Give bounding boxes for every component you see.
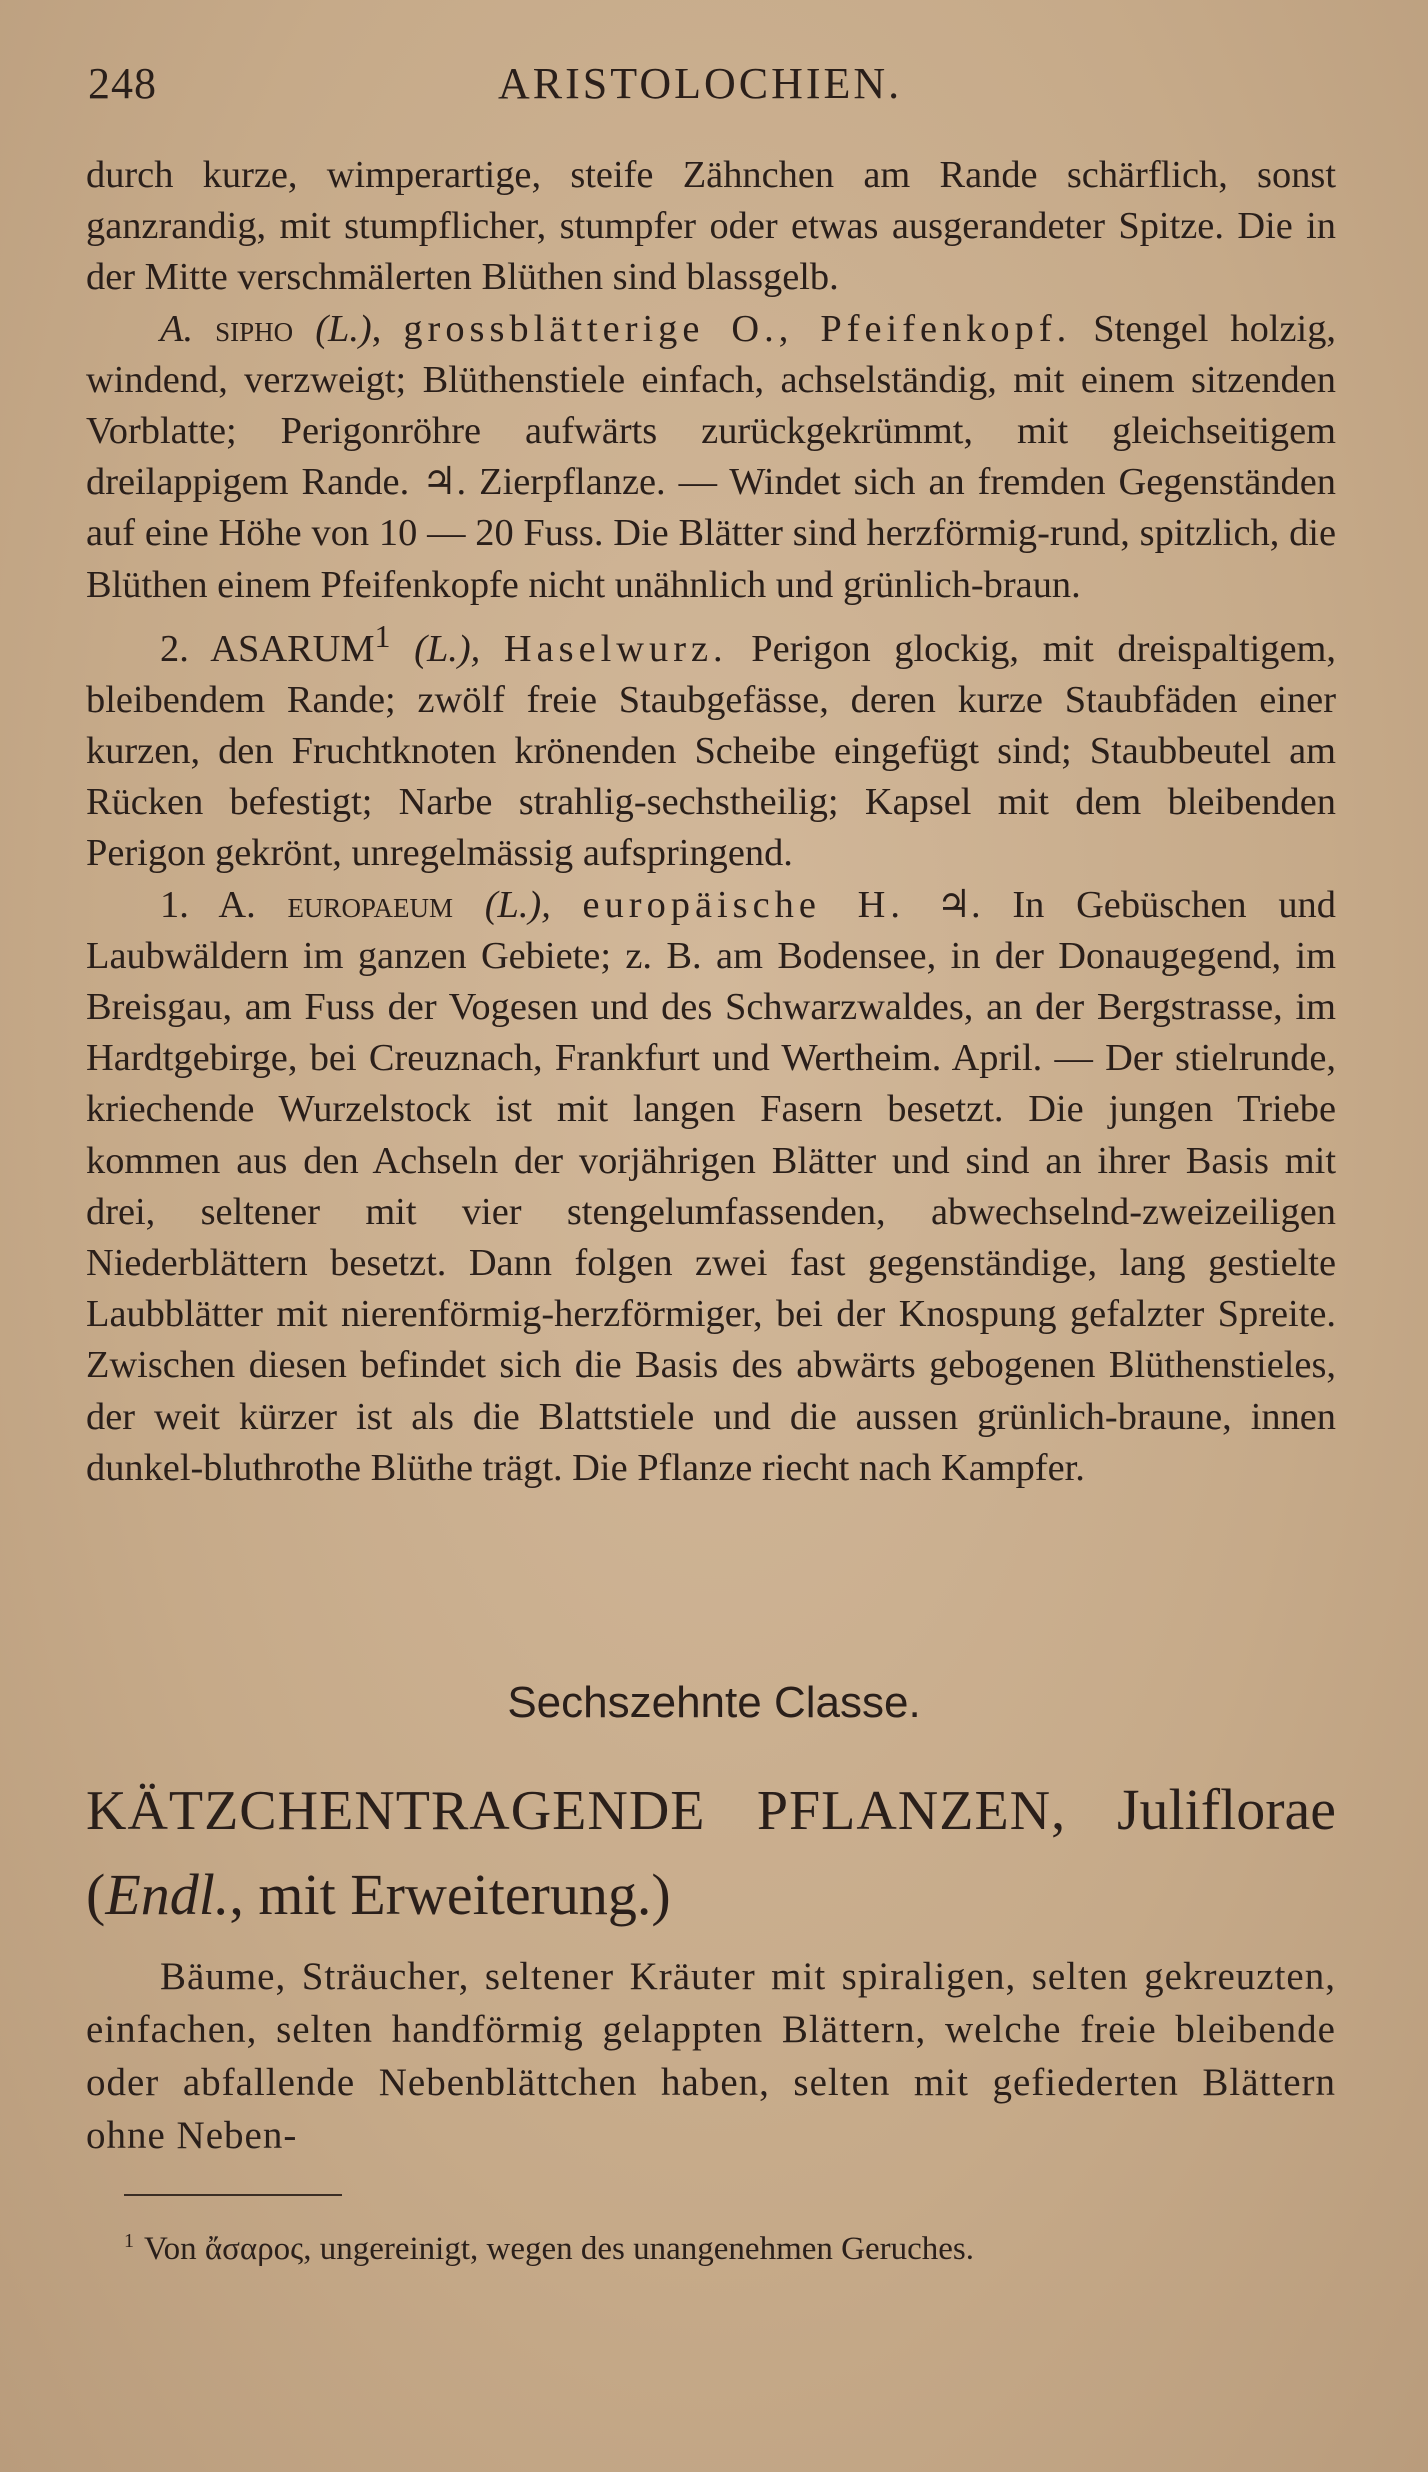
- entry-sipho-label: A.: [160, 307, 194, 350]
- class-description: Bäume, Sträucher, seltener Kräuter mit spiraligen, selten gekreuzten, einfachen, selten handförmig gelappten Blättern, welche freie bleibende oder abfallende Nebenblättchen haben, selten mit gefiederten Blättern ohne Neben-: [86, 1955, 1336, 2157]
- class-title: [86, 1768, 1336, 1937]
- footnote: [124, 2220, 1324, 2270]
- entry-asarum-label: 2. ASARUM: [160, 627, 375, 670]
- footnote-mark: 1: [124, 2230, 134, 2252]
- footnote-rule: [124, 2194, 342, 2196]
- entry-asarum-common-name: Haselwurz.: [503, 627, 728, 670]
- entry-sipho: A. sipho (L.), grossblätterige O., Pfeifenkopf. Stengel holzig, windend, verzweigt; Blüthenstiele einfach, achselständig, mit einem sitzenden Vorblatte; Perigonröhre aufwärts zurückgekrümmt, mit gleichseitigem dreilappigem Rande. ♃. Zierpflanze. — Windet sich an fremden Gegenständen auf eine Höhe von 10 — 20 Fuss. Die Blätter sind herzförmig-rund, spitzlich, die Blüthen einem Pfeifenkopfe nicht unähnlich und grünlich-braun.: [86, 307, 1336, 606]
- page-number: 248: [88, 59, 157, 108]
- entry-asarum: [86, 611, 1336, 880]
- class-heading: Sechszehnte Classe.: [507, 1678, 921, 1727]
- class-title-rest: Juliflorae (: [86, 1777, 1336, 1927]
- entry-sipho-author: (L.): [315, 307, 372, 350]
- entry-europaeum-species: europaeum: [287, 883, 453, 926]
- entry-europaeum-author: (L.),: [484, 883, 551, 926]
- footnote-ref: 1: [374, 617, 391, 654]
- entry-europaeum-common-name: europäische H.: [582, 883, 905, 926]
- footnote-text: Von ἄσαρος, ungereinigt, wegen des unangenehmen Geruches.: [144, 2231, 974, 2267]
- running-title: ARISTOLOCHIEN.: [498, 59, 903, 108]
- entry-asarum-author: (L.),: [414, 627, 481, 670]
- class-title-suffix: , mit Erweiterung.): [229, 1862, 671, 1927]
- entry-sipho-common-name: grossblätterige O., Pfeifenkopf.: [403, 307, 1072, 350]
- entry-europaeum-text: ♃. In Gebüschen und Laubwäldern im ganzen Gebiete; z. B. am Bodensee, in der Donaugegend, im Breisgau, am Fuss der Vogesen und des Schwarzwaldes, an der Bergstrasse, im Hardtgebirge, bei Creuznach, Frankfurt und Wertheim. April. — Der stielrunde, kriechende Wurzelstock ist mit langen Fasern besetzt. Die jungen Triebe kommen aus den Achseln der vorjährigen Blätter und sind an ihrer Basis mit drei, seltener mit vier stengelumfassenden, abwechselnd-zweizeiligen Niederblättern besetzt. Dann folgen zwei fast gegenständige, lang gestielte Laubblätter mit nierenförmig-herzförmiger, bei der Knospung gefalzter Spreite. Zwischen diesen befindet sich die Basis des abwärts gebogenen Blüthenstieles, der weit kürzer ist als die Blattstiele und die aussen grünlich-braune, innen dunkel-bluthrothe Blüthe trägt. Die Pflanze riecht nach Kampfer.: [86, 883, 1336, 1489]
- main-text: [86, 150, 1336, 1494]
- class-title-caps: KÄTZCHENTRAGENDE PFLANZEN,: [86, 1780, 1067, 1842]
- entry-europaeum: [86, 880, 1336, 1494]
- entry-asarum-text: Perigon glockig, mit dreispaltigem, bleibendem Rande; zwölf freie Staubgefässe, deren kurze Staubfäden einer kurzen, den Fruchtknoten krönenden Scheibe eingefügt sind; Staubbeutel am Rücken befestigt; Narbe strahlig-sechstheilig; Kapsel mit dem bleibenden Perigon gekrönt, unregelmässig aufspringend.: [86, 627, 1336, 875]
- page-header: [88, 58, 1338, 118]
- entry-sipho-species: sipho: [215, 307, 294, 350]
- entry-europaeum-label: 1. A.: [160, 883, 256, 926]
- paragraph-continuation: durch kurze, wimperartige, steife Zähnchen am Rande schärflich, sonst ganzrandig, mit stumpflicher, stumpfer oder etwas ausgerandeter Spitze. Die in der Mitte verschmälerten Blüthen sind blassgelb.: [86, 154, 1336, 299]
- entry-sipho-text: Stengel holzig, windend, verzweigt; Blüthenstiele einfach, achselständig, mit einem sitzenden Vorblatte; Perigonröhre aufwärts zurückgekrümmt, mit gleichseitigem dreilappigem Rande. ♃. Zierpflanze. — Windet sich an fremden Gegenständen auf eine Höhe von 10 — 20 Fuss. Die Blätter sind herzförmig-rund, spitzlich, die Blüthen einem Pfeifenkopfe nicht unähnlich und grünlich-braun.: [86, 307, 1336, 606]
- class-title-author: Endl.: [105, 1862, 230, 1927]
